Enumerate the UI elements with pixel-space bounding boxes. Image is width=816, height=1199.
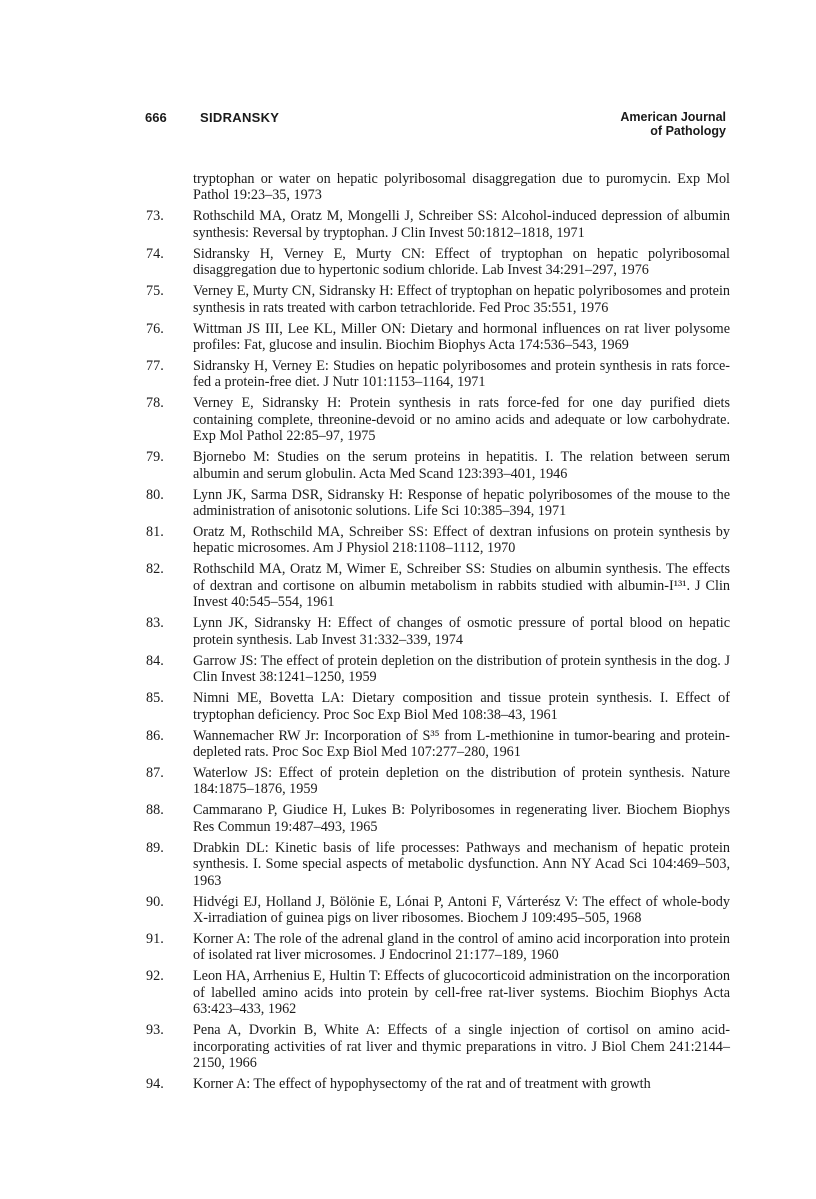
reference-number: 78. [146, 395, 164, 412]
reference-number: 86. [146, 727, 164, 744]
reference-text: Hidvégi EJ, Holland J, Bölönie E, Lónai P, Antoni F, Várterész V: The effect of whole-body X-irradiation of guinea pigs on liver ribosomes. Biochem J 109:495–505, 1968 [193, 893, 730, 926]
reference-item [168, 171, 730, 204]
reference-number: 92. [146, 968, 164, 985]
reference-number: 93. [146, 1022, 164, 1039]
page-number: 666 [145, 110, 167, 125]
reference-text: Wannemacher RW Jr: Incorporation of S³⁵ from L-methionine in tumor-bearing and protein-depleted rats. Proc Soc Exp Biol Med 107:277–280, 1961 [193, 727, 730, 760]
reference-item [146, 358, 730, 391]
reference-number: 77. [146, 358, 164, 375]
reference-item [146, 930, 730, 964]
reference-item [146, 486, 730, 520]
reference-number: 79. [146, 449, 164, 466]
reference-list [146, 171, 730, 1097]
reference-text: Lynn JK, Sarma DSR, Sidransky H: Response of hepatic polyribosomes of the mouse to the administration of anisotonic solutions. Life Sci 10:385–394, 1971 [193, 486, 730, 520]
reference-text: Drabkin DL: Kinetic basis of life processes: Pathways and mechanism of hepatic protein synthesis. I. Some special aspects of metabolic dysfunction. Ann NY Acad Sci 104:469–503, 1963 [193, 839, 730, 889]
reference-item [146, 245, 730, 279]
reference-number: 74. [146, 245, 164, 262]
reference-item [146, 561, 730, 611]
reference-number: 91. [146, 930, 164, 947]
reference-number: 82. [146, 561, 164, 578]
reference-item [146, 395, 730, 445]
reference-item [146, 449, 730, 482]
reference-text: Korner A: The effect of hypophysectomy of the rat and of treatment with growth [193, 1075, 651, 1092]
reference-number: 83. [146, 615, 164, 632]
reference-item [146, 1075, 730, 1092]
reference-item [146, 839, 730, 889]
journal-title-line-2: of Pathology [650, 124, 726, 138]
reference-text: Korner A: The role of the adrenal gland in the control of amino acid incorporation into protein of isolated rat liver microsomes. J Endocrinol 21:177–189, 1960 [193, 930, 730, 964]
reference-text: Verney E, Sidransky H: Protein synthesis in rats force-fed for one day purified diets containing complete, threonine-devoid or no amino acids and adequate or low carbohydrate. Exp Mol Pathol 22:85–97, 1975 [193, 395, 730, 445]
reference-text: Rothschild MA, Oratz M, Wimer E, Schreiber SS: Studies on albumin synthesis. The effects of dextran and cortisone on albumin metabolism in rabbits studied with albumin-I¹³¹. J Clin Invest 40:545–554, 1961 [193, 561, 730, 611]
reference-item [146, 802, 730, 835]
reference-item [146, 320, 730, 354]
reference-number: 94. [146, 1075, 164, 1092]
reference-number: 88. [146, 802, 164, 819]
reference-number: 84. [146, 652, 164, 669]
reference-item [146, 208, 730, 241]
reference-text: Oratz M, Rothschild MA, Schreiber SS: Effect of dextran infusions on protein synthesis by hepatic microsomes. Am J Physiol 218:1108–1112, 1970 [193, 524, 730, 557]
reference-item [146, 652, 730, 686]
reference-number: 81. [146, 524, 164, 541]
reference-item [146, 727, 730, 761]
reference-number: 73. [146, 208, 164, 225]
reference-text: Bjornebo M: Studies on the serum proteins in hepatitis. I. The relation between serum albumin and serum globulin. Acta Med Scand 123:393–401, 1946 [193, 449, 730, 482]
reference-item [146, 615, 730, 648]
reference-item [146, 893, 730, 927]
reference-text: Pena A, Dvorkin B, White A: Effects of a single injection of cortisol on amino acid-incorporating activities of rat liver and thymic preparations in vitro. J Biol Chem 241:2144–2150, 1966 [193, 1022, 730, 1071]
reference-number: 89. [146, 839, 164, 856]
reference-item [146, 690, 730, 723]
reference-number: 75. [146, 283, 164, 300]
reference-item [146, 968, 730, 1018]
reference-number: 76. [146, 320, 164, 337]
reference-text: Rothschild MA, Oratz M, Mongelli J, Schreiber SS: Alcohol-induced depression of albumin synthesis: Reversal by tryptophan. J Clin Invest 50:1812–1818, 1971 [193, 208, 730, 241]
reference-text: Nimni ME, Bovetta LA: Dietary composition and tissue protein synthesis. I. Effect of tryptophan deficiency. Proc Soc Exp Biol Med 108:38–43, 1961 [193, 690, 730, 723]
running-head-author: SIDRANSKY [200, 110, 280, 125]
reference-text: Lynn JK, Sidransky H: Effect of changes of osmotic pressure of portal blood on hepatic protein synthesis. Lab Invest 31:332–339, 1974 [193, 615, 730, 648]
reference-number: 87. [146, 764, 164, 781]
reference-item [146, 524, 730, 557]
reference-text: Waterlow JS: Effect of protein depletion on the distribution of protein synthesis. Nature 184:1875–1876, 1959 [193, 764, 730, 798]
reference-number: 80. [146, 486, 164, 503]
running-head-journal [526, 110, 726, 138]
reference-number: 90. [146, 893, 164, 910]
reference-text: Cammarano P, Giudice H, Lukes B: Polyribosomes in regenerating liver. Biochem Biophys Res Commun 19:487–493, 1965 [193, 802, 730, 835]
reference-item [146, 1022, 730, 1071]
reference-text: Verney E, Murty CN, Sidransky H: Effect of tryptophan on hepatic polyribosomes and protein synthesis in rats treated with carbon tetrachloride. Fed Proc 35:551, 1976 [193, 283, 730, 316]
journal-title-line-1: American Journal [620, 110, 726, 124]
reference-item [146, 764, 730, 798]
reference-text: Garrow JS: The effect of protein depletion on the distribution of protein synthesis in the dog. J Clin Invest 38:1241–1250, 1959 [193, 652, 730, 686]
reference-text: tryptophan or water on hepatic polyribosomal disaggregation due to puromycin. Exp Mol Pathol 19:23–35, 1973 [193, 171, 730, 204]
reference-text: Leon HA, Arrhenius E, Hultin T: Effects of glucocorticoid administration on the incorporation of labelled amino acids into protein by cell-free rat-liver systems. Biochim Biophys Acta 63:423–433, 1962 [193, 968, 730, 1018]
reference-text: Sidransky H, Verney E: Studies on hepatic polyribosomes and protein synthesis in rats force-fed a protein-free diet. J Nutr 101:1153–1164, 1971 [193, 358, 730, 391]
reference-text: Sidransky H, Verney E, Murty CN: Effect of tryptophan on hepatic polyribosomal disaggregation due to hypertonic sodium chloride. Lab Invest 34:291–297, 1976 [193, 245, 730, 279]
reference-text: Wittman JS III, Lee KL, Miller ON: Dietary and hormonal influences on rat liver polysome profiles: Fat, glucose and insulin. Biochim Biophys Acta 174:536–543, 1969 [193, 320, 730, 354]
reference-number: 85. [146, 690, 164, 707]
reference-item [146, 283, 730, 316]
